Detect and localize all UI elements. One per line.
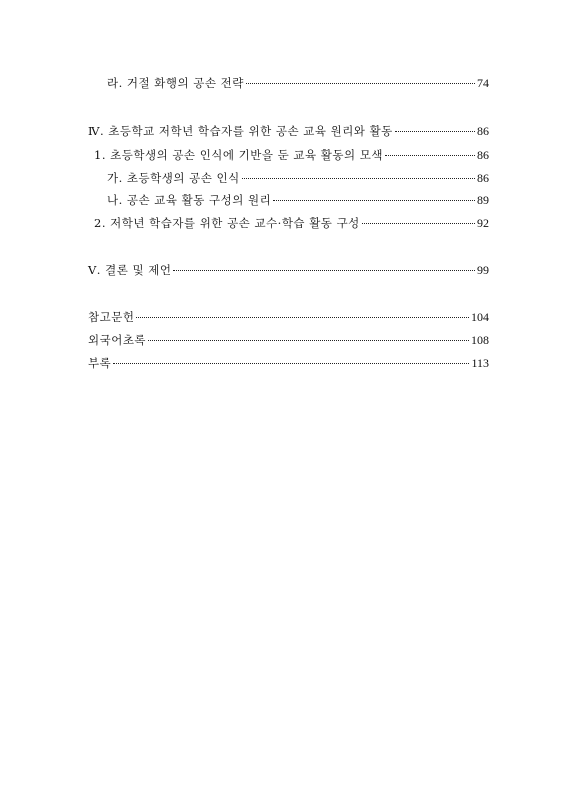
toc-entry [107, 170, 489, 186]
toc-entry-page: 108 [471, 333, 489, 347]
toc-entry-page: 86 [477, 124, 489, 138]
toc-leader-dots [173, 270, 475, 271]
toc-entry-title: 2. 저학년 학습자를 위한 공손 교수·학습 활동 구성 [94, 216, 360, 230]
toc-entry-page: 86 [477, 148, 489, 162]
toc-entry [88, 309, 489, 325]
toc-entry-page: 99 [477, 263, 489, 277]
toc-entry-page: 104 [471, 310, 489, 324]
toc-entry-title: 참고문헌 [88, 310, 135, 324]
toc-leader-dots [136, 317, 469, 318]
toc-entry-page: 92 [477, 216, 489, 230]
toc-leader-dots [113, 363, 469, 364]
toc-entry [107, 192, 489, 208]
toc-entry [94, 215, 489, 231]
toc-entry-title: Ⅴ. 결론 및 제언 [88, 263, 172, 277]
toc-entry-page: 86 [477, 171, 489, 185]
toc-entry [88, 262, 489, 278]
toc-leader-dots [362, 223, 475, 224]
toc-leader-dots [242, 178, 475, 179]
toc-entry [107, 75, 489, 91]
toc-entry-page: 74 [477, 76, 489, 90]
toc-entry-title: 가. 초등학생의 공손 인식 [107, 171, 240, 185]
toc-entry-page: 113 [471, 356, 489, 370]
toc-entry-title: 부록 [88, 356, 112, 370]
toc-entry-title: 나. 공손 교육 활동 구성의 원리 [107, 193, 272, 207]
toc-leader-dots [395, 131, 475, 132]
toc-entry-title: 1. 초등학생의 공손 인식에 기반을 둔 교육 활동의 모색 [94, 148, 384, 162]
toc-entry-page: 89 [477, 193, 489, 207]
toc-entry [94, 147, 489, 163]
toc-entry [88, 355, 489, 371]
toc-entry [88, 123, 489, 139]
toc-entry-title: Ⅳ. 초등학교 저학년 학습자를 위한 공손 교육 원리와 활동 [88, 124, 393, 138]
toc-entry-title: 외국어초록 [88, 333, 147, 347]
toc-entry-title: 라. 거절 화행의 공손 전략 [107, 76, 244, 90]
toc-entry [88, 332, 489, 348]
toc-leader-dots [246, 83, 475, 84]
toc-leader-dots [273, 200, 475, 201]
toc-leader-dots [385, 155, 475, 156]
toc-leader-dots [148, 340, 469, 341]
